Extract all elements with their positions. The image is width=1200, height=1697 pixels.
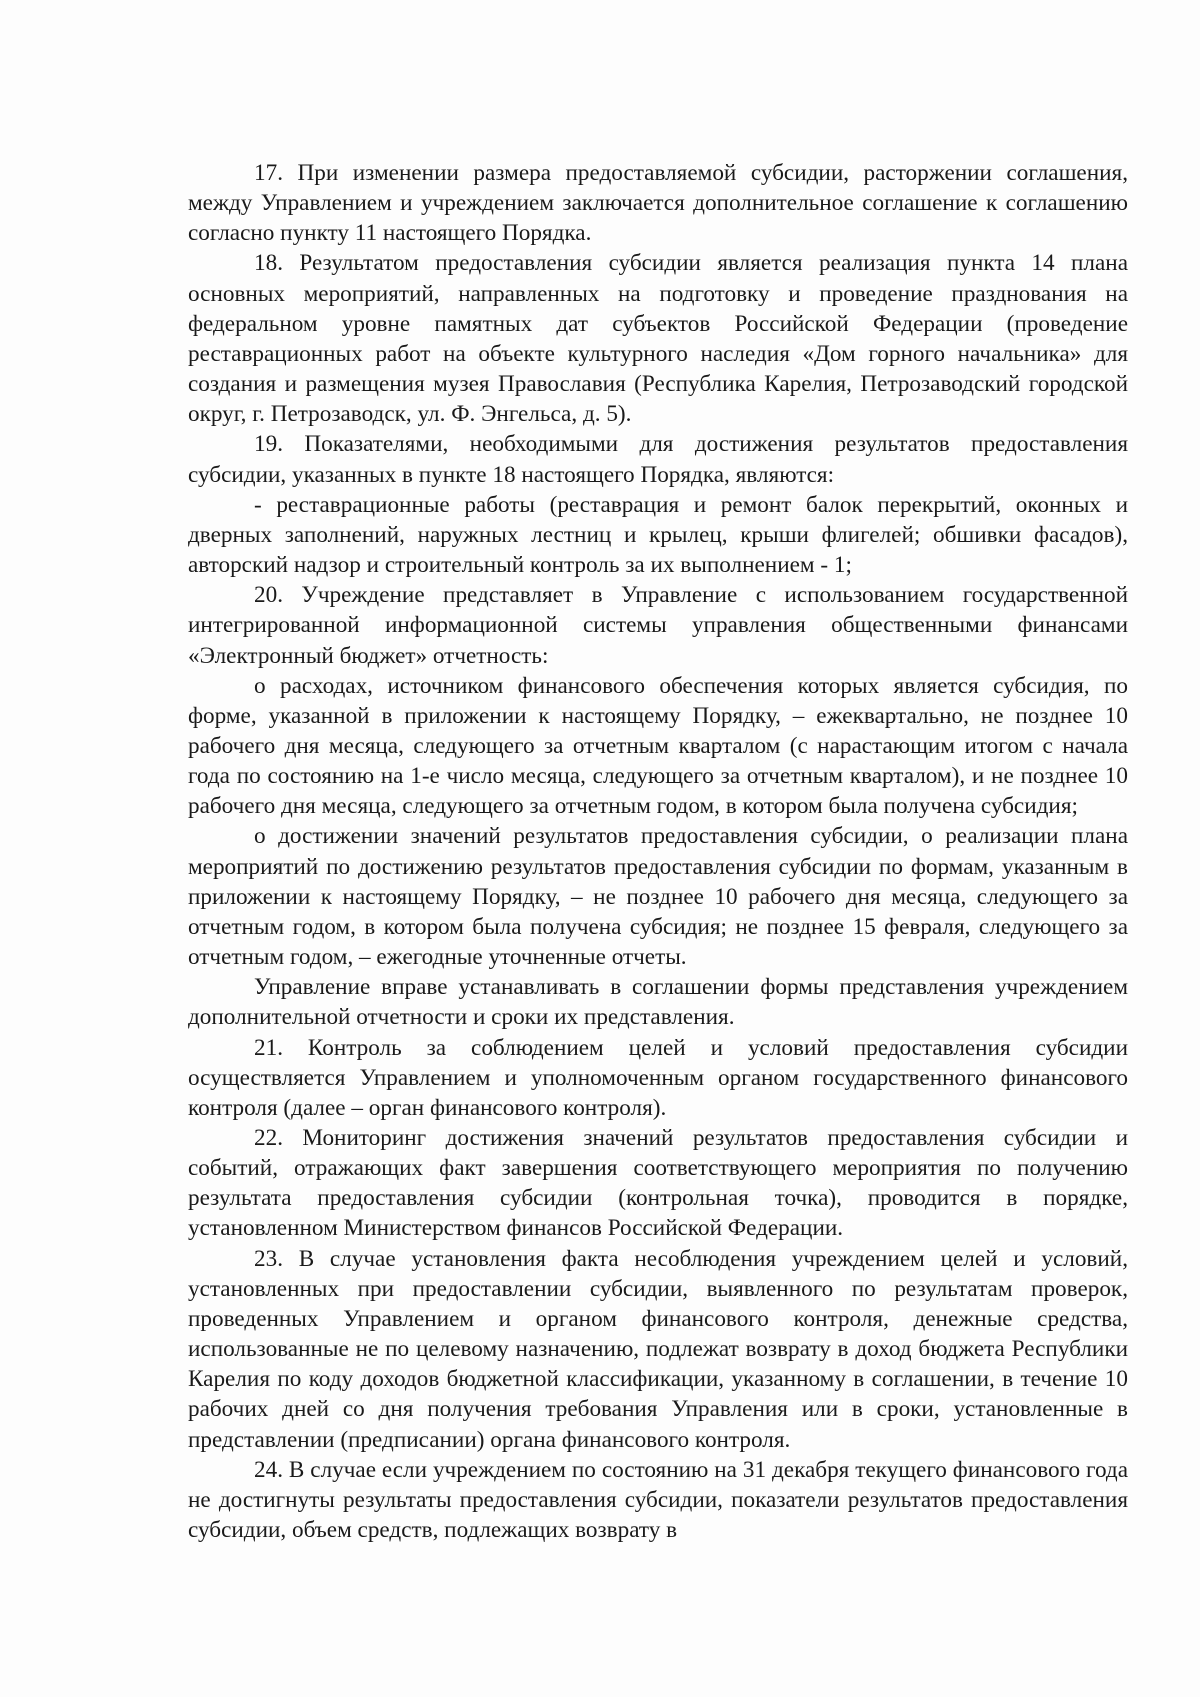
paragraph-22: 22. Мониторинг достижения значений результатов предоставления субсидии и событий, отражающих факт завершения соответствующего мероприятия по получению результата предоставления субсидии (контрольная точка), проводится в порядке, установленном Министерством финансов Российской Федерации.	[188, 1125, 1128, 1242]
paragraph-20-additional: Управление вправе устанавливать в соглашении формы представления учреждением дополнительной отчетности и сроки их представления.	[188, 974, 1128, 1031]
paragraph-20-results: о достижении значений результатов предоставления субсидии, о реализации плана мероприятий по достижению результатов предоставления субсидии по формам, указанным в приложении к настоящему Порядку, – не позднее 10 рабочего дня месяца, следующего за отчетным годом, в котором была получена субсидия; не позднее 15 февраля, следующего за отчетным годом, – ежегодные уточненные отчеты.	[188, 823, 1128, 971]
paragraph-20-expenses: о расходах, источником финансового обеспечения которых является субсидия, по форме, указанной в приложении к настоящему Порядку, – ежеквартально, не позднее 10 рабочего дня месяца, следующего за отчетным кварталом (с нарастающим итогом с начала года по состоянию на 1-е число месяца, следующего за отчетным кварталом), и не позднее 10 рабочего дня месяца, следующего за отчетным годом, в котором была получена субсидия;	[188, 672, 1128, 820]
paragraph-20: 20. Учреждение представляет в Управление с использованием государственной интегрированной информационной системы управления общественными финансами «Электронный бюджет» отчетность:	[188, 582, 1128, 669]
paragraph-24: 24. В случае если учреждением по состоянию на 31 декабря текущего финансового года не достигнуты результаты предоставления субсидии, показатели результатов предоставления субсидии, объем средств, подлежащих возврату в	[188, 1456, 1128, 1544]
document-body	[188, 158, 1128, 1545]
paragraph-18: 18. Результатом предоставления субсидии является реализация пункта 14 плана основных мероприятий, направленных на подготовку и проведение празднования на федеральном уровне памятных дат субъектов Российской Федерации (проведение реставрационных работ на объекте культурного наследия «Дом горного начальника» для создания и размещения музея Православия (Республика Карелия, Петрозаводский городской округ, г. Петрозаводск, ул. Ф. Энгельса, д. 5).	[188, 250, 1128, 428]
paragraph-19: 19. Показателями, необходимыми для достижения результатов предоставления субсидии, указанных в пункте 18 настоящего Порядка, являются:	[188, 431, 1128, 488]
paragraph-19-item: - реставрационные работы (реставрация и ремонт балок перекрытий, оконных и дверных заполнений, наружных лестниц и крылец, крыши флигелей; обшивки фасадов), авторский надзор и строительный контроль за их выполнением - 1;	[188, 491, 1128, 579]
paragraph-21: 21. Контроль за соблюдением целей и условий предоставления субсидии осуществляется Управлением и уполномоченным органом государственного финансового контроля (далее – орган финансового контроля).	[188, 1034, 1128, 1121]
paragraph-17: 17. При изменении размера предоставляемой субсидии, расторжении соглашения, между Управлением и учреждением заключается дополнительное соглашение к соглашению согласно пункту 11 настоящего Порядка.	[188, 160, 1128, 247]
paragraph-23: 23. В случае установления факта несоблюдения учреждением целей и условий, установленных при предоставлении субсидии, выявленного по результатам проверок, проведенных Управлением и органом финансового контроля, денежные средства, использованные не по целевому назначению, подлежат возврату в доход бюджета Республики Карелия по коду доходов бюджетной классификации, указанному в соглашении, в течение 10 рабочих дней со дня получения требования Управления или в сроки, установленные в представлении (предписании) органа финансового контроля.	[188, 1245, 1128, 1453]
